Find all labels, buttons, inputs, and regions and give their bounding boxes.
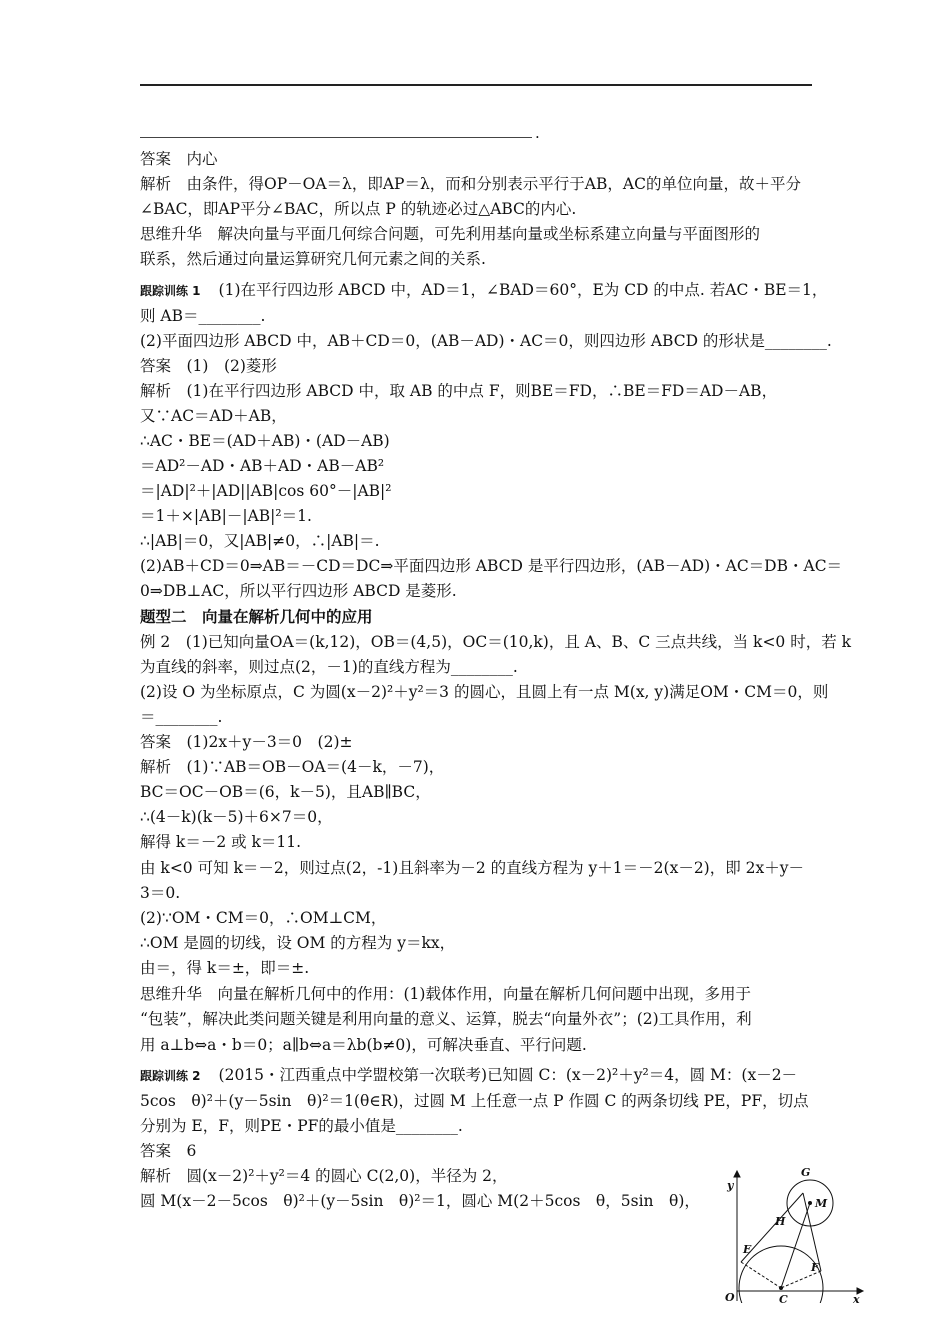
- training-tag-2: 跟踪训练 2: [140, 1069, 201, 1083]
- label-e: E: [743, 1243, 752, 1256]
- label-f: F: [811, 1261, 819, 1274]
- text-line: ∴(4－k)(k－5)＋6×7＝0，: [140, 808, 333, 826]
- header-rule: [140, 84, 812, 86]
- text-line: 思维升华 向量在解析几何中的作用：(1)载体作用，向量在解析几何问题中出现，多用于: [140, 985, 751, 1003]
- text-line: ＝1＋×|AB|－|AB|²＝1.: [140, 507, 312, 525]
- text-line: (2)∵OM・CM＝0，∴OM⊥CM，: [140, 909, 387, 927]
- text-line: (2)平面四边形 ABCD 中，AB＋CD＝0，(AB－AD)・AC＝0，则四边形 ABCD 的形状是________.: [140, 332, 832, 350]
- circle-tangent-figure: [715, 1163, 865, 1303]
- analysis-line: 解析 圆(x－2)²＋y²＝4 的圆心 C(2,0)，半径为 2，: [140, 1167, 508, 1185]
- exercise-1-line: 跟踪训练 1 (1)在平行四边形 ABCD 中，AD＝1，∠BAD＝60°，E为 CD 的中点. 若AC・BE＝1，: [140, 281, 828, 299]
- answer-line: 答案 内心: [140, 150, 218, 168]
- section-heading: 题型二 向量在解析几何中的应用: [140, 608, 373, 626]
- text-line: 0⇒DB⊥AC，所以平行四边形 ABCD 是菱形.: [140, 582, 457, 600]
- text-line: 由 k<0 可知 k＝－2，则过点(2，-1)且斜率为－2 的直线方程为 y＋1＝－2(x－2)，即 2x＋y－: [140, 859, 805, 877]
- answer-blank: [140, 137, 532, 138]
- text-line: BC＝OC－OB＝(6，k－5)，且AB∥BC，: [140, 783, 431, 801]
- text-line: 思维升华 解决向量与平面几何综合问题，可先利用基向量或坐标系建立向量与平面图形的: [140, 225, 761, 243]
- text-line: 解得 k＝－2 或 k＝11.: [140, 833, 302, 851]
- text-line: 则 AB＝________.: [140, 307, 266, 325]
- text-line: 圆 M(x－2－5cos θ)²＋(y－5sin θ)²＝1，圆心 M(2＋5cos θ，5sin θ)，: [140, 1192, 700, 1210]
- point-m: [808, 1201, 812, 1205]
- text-line: ∴OM 是圆的切线，设 OM 的方程为 y＝kx，: [140, 934, 456, 952]
- text-line: ＝|AD|²＋|AD||AB|cos 60°－|AB|²: [140, 482, 392, 500]
- text-line: 又∵AC＝AD＋AB，: [140, 407, 287, 425]
- label-h: H: [775, 1215, 786, 1228]
- training-tag-1: 跟踪训练 1: [140, 284, 201, 298]
- point-c: [779, 1286, 783, 1290]
- label-y: y: [727, 1179, 734, 1192]
- y-axis-arrow: [734, 1171, 740, 1177]
- text-line: 为直线的斜率，则过点(2，－1)的直线方程为________.: [140, 658, 518, 676]
- text-line: “包装”，解决此类问题关键是利用向量的意义、运算，脱去“向量外衣”；(2)工具作用，利: [140, 1010, 752, 1028]
- label-g: G: [801, 1166, 811, 1179]
- answer-line: 答案 (1)2x＋y－3＝0 (2)±: [140, 733, 353, 751]
- label-o: O: [725, 1291, 735, 1303]
- answer-line: 答案 6: [140, 1142, 197, 1160]
- analysis-line: 解析 由条件，得OP－OA＝λ，即AP＝λ，而和分别表示平行于AB，AC的单位向量，故＋平分: [140, 175, 801, 193]
- text-line: 3＝0.: [140, 884, 181, 902]
- text-line: 5cos θ)²＋(y－5sin θ)²＝1(θ∈R)，过圆 M 上任意一点 P 作圆 C 的两条切线 PE，PF，切点: [140, 1092, 809, 1110]
- text-line: ＝AD²－AD・AB＋AD・AB－AB²: [140, 457, 385, 475]
- text-line: ∠BAC，即AP平分∠BAC，所以点 P 的轨迹必过△ABC的内心.: [140, 200, 577, 218]
- text-line: ∴AC・BE＝(AD＋AB)・(AD－AB): [140, 432, 390, 450]
- label-x: x: [853, 1293, 860, 1303]
- text-line: 由＝，得 k＝±，即＝±.: [140, 959, 310, 977]
- analysis-line: 解析 (1)在平行四边形 ABCD 中，取 AB 的中点 F，则BE＝FD，∴BE＝FD＝AD－AB，: [140, 382, 778, 400]
- answer-line: 答案 (1) (2)菱形: [140, 357, 277, 375]
- example-2-line: 例 2 (1)已知向量OA＝(k,12)，OB＝(4,5)，OC＝(10,k)，且 A、B、C 三点共线，当 k<0 时，若 k: [140, 633, 852, 651]
- text-line: 用 a⊥b⇔a・b＝0；a∥b⇔a＝λb(b≠0)，可解决垂直、平行问题.: [140, 1036, 587, 1054]
- text-line: 联系，然后通过向量运算研究几何元素之间的关系.: [140, 250, 486, 268]
- text-line: (2)AB＋CD＝0⇒AB＝－CD＝DC⇒平面四边形 ABCD 是平行四边形，(AB－AD)・AC＝DB・AC＝: [140, 557, 843, 575]
- radius-ce: [741, 1262, 781, 1288]
- text-line: ∴|AB|＝0，又|AB|≠0，∴|AB|＝.: [140, 532, 380, 550]
- text-line: (2)设 O 为坐标原点，C 为圆(x－2)²＋y²＝3 的圆心，且圆上有一点 M(x, y)满足OM・CM＝0，则: [140, 683, 829, 701]
- text-line: 分别为 E，F，则PE・PF的最小值是________.: [140, 1117, 463, 1135]
- label-c: C: [779, 1293, 788, 1303]
- text-line: ＝________.: [140, 708, 223, 726]
- label-m: M: [815, 1197, 828, 1210]
- blank-period: .: [535, 124, 540, 142]
- exercise-2-line: 跟踪训练 2 (2015・江西重点中学盟校第一次联考)已知圆 C：(x－2)²＋y²＝4，圆 M：(x－2－: [140, 1066, 798, 1084]
- analysis-line: 解析 (1)∵AB＝OB－OA＝(4－k，－7)，: [140, 758, 445, 776]
